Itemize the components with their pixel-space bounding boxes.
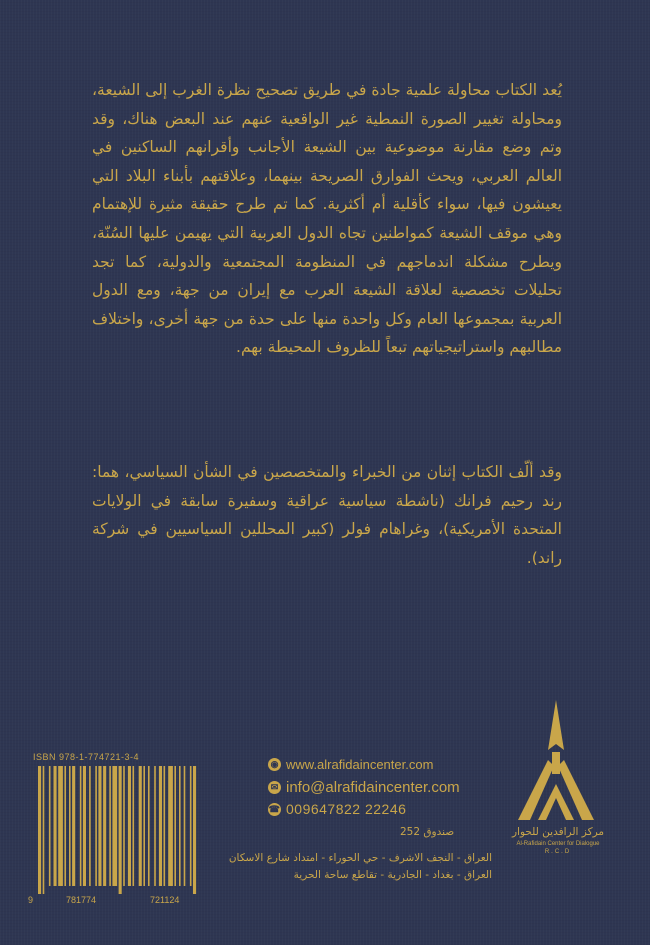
barcode-bar: [80, 766, 82, 886]
barcode-digit-first: 9: [28, 895, 34, 905]
barcode-bar: [64, 766, 66, 886]
publisher-name-en: Al-Rafidain Center for Dialogue: [516, 841, 600, 847]
barcode-bar: [95, 766, 97, 886]
barcode-bar: [128, 766, 131, 886]
barcode-bar: [154, 766, 156, 886]
barcode-bar: [89, 766, 91, 886]
barcode-bar: [184, 766, 186, 886]
address-line-1: العراق - النجف الاشرف - حي الحوراء - امتداد شارع الاسكان: [228, 852, 492, 864]
barcode-bar: [83, 766, 86, 886]
barcode-bar: [179, 766, 181, 886]
phone-row: [268, 801, 406, 817]
publisher-name-ar: مركز الرافدين للحوار: [511, 826, 605, 838]
barcode-bar: [139, 766, 142, 886]
barcode-digits-right: 721124: [150, 895, 180, 905]
barcode-bar: [49, 766, 51, 886]
barcode-bar: [164, 766, 166, 886]
phone-text: 009647822 22246: [286, 801, 407, 817]
barcode-bar: [148, 766, 150, 886]
barcode-bar: [54, 766, 57, 886]
barcode-bar: [98, 766, 101, 886]
barcode-bar: [58, 766, 63, 886]
description-paragraph: يُعد الكتاب محاولة علمية جادة في طريق تصحيح نظرة الغرب إلى الشيعة، ومحاولة تغيير الصورة النمطية غير الواقعية عنهم عند البعض هناك، وقد وتم وضع مقارنة موضوعية بين الشيعة الأجانب وأقرانهم الساكنين في العالم العربي، ويحث الفوارق الصريحة بينهما، وعلاقتهم بأبناء البلاد التي يعيشون فيها، سواء كأقلية أم أكثرية. كما تم طرح حقيقة مثيرة للإهتمام وهي موقف الشيعة كمواطنين تجاه الدول العربية التي يهيمن عليها السُنّة، ويطرح مشكلة اندماجهم في المنظومة المجتمعية والدولية، كما تجد تحليلات تخصصية لعلاقة الشيعة العرب مع إيران من جهة، ومع الدول العربية بمجموعها العام وكل واحدة منها على حدة من جهة أخرى، واختلاف مطالبهم واستراتيجياتهم تبعاً للظروف المحيطة بهم.: [92, 81, 562, 357]
barcode-bar: [109, 766, 111, 886]
website-row: [268, 757, 433, 772]
publisher-ngo: R.C.D: [544, 849, 572, 855]
barcode-bar: [168, 766, 173, 886]
barcode-bar: [190, 766, 192, 886]
barcode-bar: [193, 766, 196, 894]
barcode-bar: [159, 766, 162, 886]
barcode-bar: [72, 766, 75, 886]
email-row: [268, 779, 460, 796]
po-box: صندوق 252: [400, 826, 455, 838]
phone-icon: ☎: [268, 803, 281, 814]
barcode-bar: [119, 766, 122, 894]
address-line-2: العراق - بغداد - الجادرية - تقاطع ساحة الحرية: [293, 869, 492, 881]
barcode-bar: [123, 766, 125, 886]
isbn-label: ISBN 978-1-774721-3-4: [33, 752, 140, 762]
mail-icon: ✉: [268, 781, 281, 794]
barcode-bar: [174, 766, 176, 886]
authors-paragraph: وقد ألّف الكتاب إثنان من الخبراء والمتخصصين في الشأن السياسي، هما: رند رحيم فرانك (ناشطة سياسية عراقية وسفيرة سابقة في الولايات المتحدة الأمريكية)، وغراهام فولر (كبير المحللين السياسيين في شركة راند).: [92, 463, 562, 567]
barcode-bar: [43, 766, 45, 894]
barcode-digits-left: 781774: [66, 895, 97, 905]
barcode-bar: [38, 766, 41, 894]
barcode-bar: [69, 766, 71, 886]
barcode-bar: [143, 766, 145, 886]
email-text: info@alrafidaincenter.com: [286, 779, 460, 796]
publisher-emblem-icon: [512, 700, 600, 828]
barcode-icon: [30, 752, 246, 902]
barcode-bar: [112, 766, 117, 886]
barcode-bar: [103, 766, 106, 886]
website-text: www.alrafidaincenter.com: [286, 757, 434, 772]
barcode-bar: [133, 766, 135, 886]
globe-icon: ◉: [268, 758, 281, 771]
